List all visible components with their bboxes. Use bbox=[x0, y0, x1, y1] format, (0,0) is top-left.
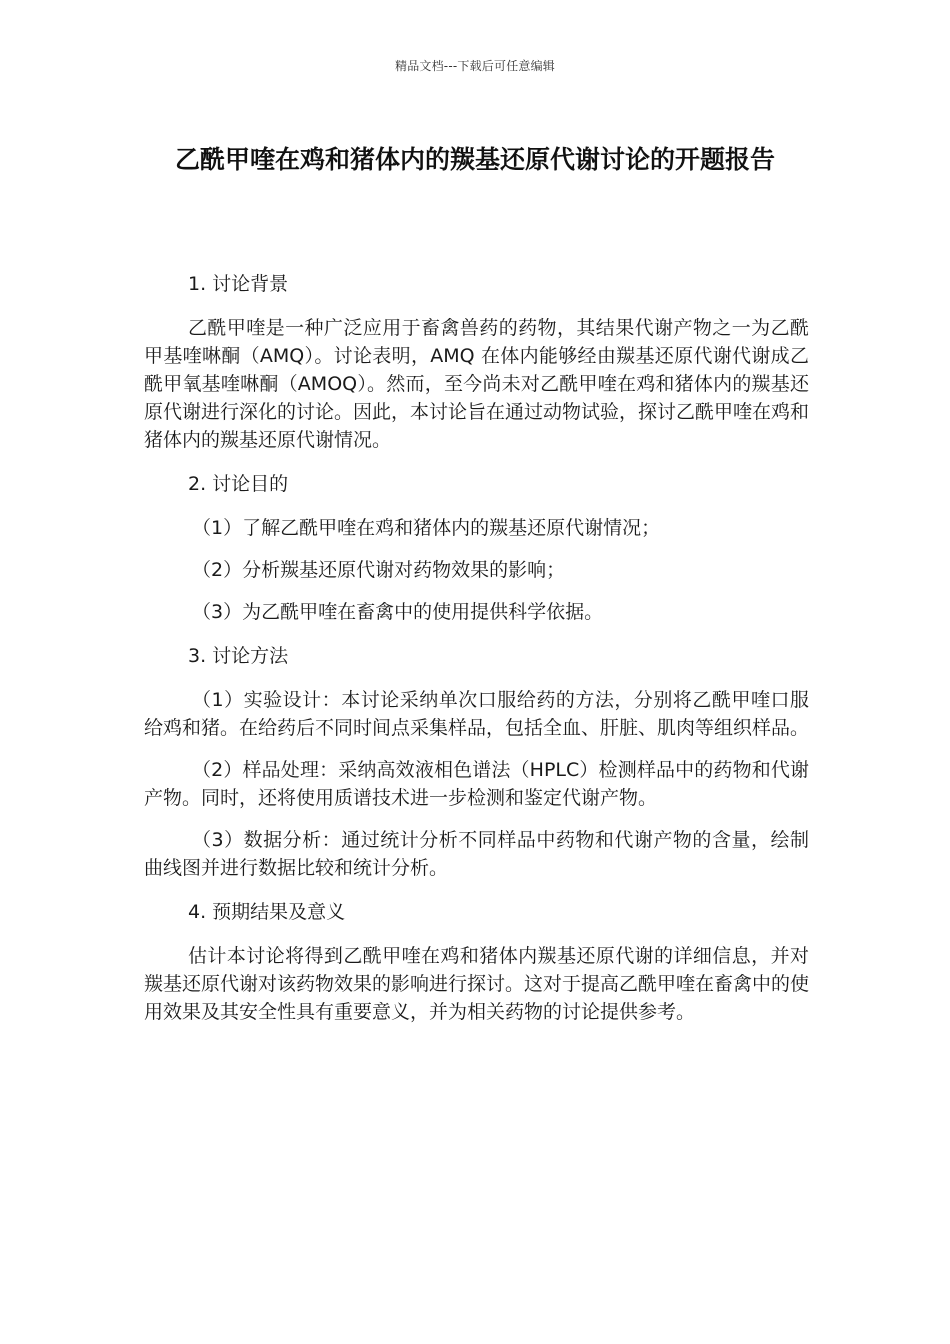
purpose-item-2: （2）分析羰基还原代谢对药物效果的影响； bbox=[192, 559, 566, 581]
document-body bbox=[144, 268, 809, 1040]
section-heading-expected: 4. 预期结果及意义 bbox=[188, 901, 346, 923]
methods-item-2: （2）样品处理：采纳高效液相色谱法（HPLC）检测样品中的药物和代谢产物。同时，还将使用质谱技术进一步检测和鉴定代谢产物。 bbox=[144, 759, 809, 809]
expected-paragraph: 估计本讨论将得到乙酰甲喹在鸡和猪体内羰基还原代谢的详细信息，并对羰基还原代谢对该药物效果的影响进行探讨。这对于提高乙酰甲喹在畜禽中的使用效果及其安全性具有重要意义，并为相关药物的讨论提供参考。 bbox=[144, 945, 810, 1023]
methods-item-1: （1）实验设计：本讨论采纳单次口服给药的方法，分别将乙酰甲喹口服给鸡和猪。在给药后不同时间点采集样品，包括全血、肝脏、肌肉等组织样品。 bbox=[144, 689, 810, 739]
methods-item-3: （3）数据分析：通过统计分析不同样品中药物和代谢产物的含量，绘制曲线图并进行数据比较和统计分析。 bbox=[144, 829, 809, 879]
purpose-item-3: （3）为乙酰甲喹在畜禽中的使用提供科学依据。 bbox=[192, 601, 604, 623]
document-title: 乙酰甲喹在鸡和猪体内的羰基还原代谢讨论的开题报告 bbox=[174, 145, 775, 174]
section-heading-purpose: 2. 讨论目的 bbox=[188, 473, 289, 495]
section-heading-methods: 3. 讨论方法 bbox=[188, 645, 289, 667]
header-note: 精品文档---下载后可任意编辑 bbox=[395, 59, 555, 73]
purpose-item-1: （1）了解乙酰甲喹在鸡和猪体内的羰基还原代谢情况； bbox=[192, 517, 661, 539]
section-heading-background: 1. 讨论背景 bbox=[188, 273, 289, 295]
background-paragraph: 乙酰甲喹是一种广泛应用于畜禽兽药的药物，其结果代谢产物之一为乙酰甲基喹啉酮（AMQ）。讨论表明，AMQ 在体内能够经由羰基还原代谢代谢成乙酰甲氧基喹啉酮（AMOQ）。然而，至今尚未对乙酰甲喹在鸡和猪体内的羰基还原代谢进行深化的讨论。因此，本讨论旨在通过动物试验，探讨乙酰甲喹在鸡和猪体内的羰基还原代谢情况。 bbox=[144, 317, 810, 451]
